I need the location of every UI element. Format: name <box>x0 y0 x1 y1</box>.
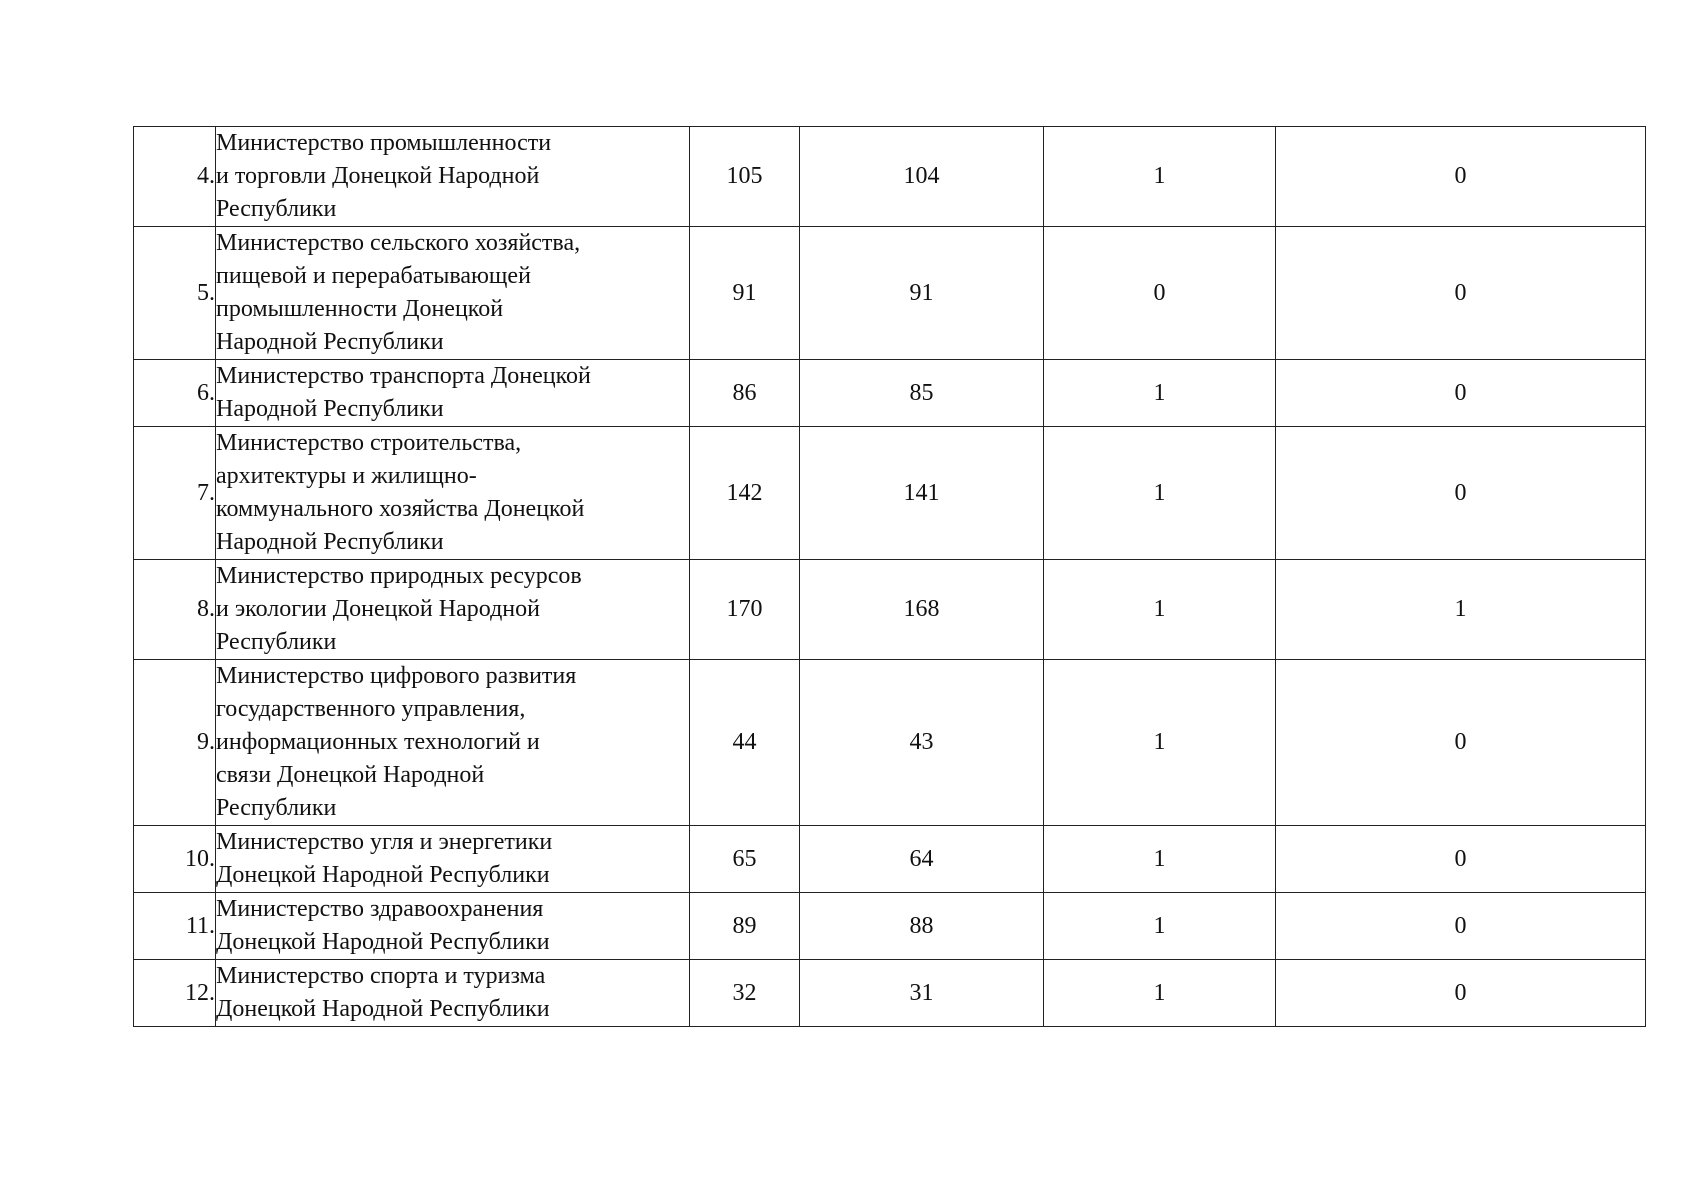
cell-value: 85 <box>909 379 934 406</box>
value-col-4 <box>800 960 1044 1027</box>
value-col-3 <box>690 227 800 360</box>
cell-value: 0 <box>1153 279 1166 306</box>
cell-value: 170 <box>726 596 763 622</box>
value-col-6 <box>1276 360 1646 427</box>
value-col-5 <box>1044 560 1276 660</box>
value-col-4 <box>800 227 1044 360</box>
ministry-name <box>216 660 690 826</box>
value-col-3 <box>690 893 800 960</box>
table-row <box>134 660 1646 826</box>
value-col-6 <box>1276 127 1646 227</box>
value-col-4 <box>800 826 1044 893</box>
value-col-3 <box>690 360 800 427</box>
value-col-3 <box>690 826 800 893</box>
ministry-name-line: Министерство строительства, <box>216 430 522 456</box>
table-row <box>134 893 1646 960</box>
ministry-name-line: архитектуры и жилищно- <box>216 463 477 489</box>
value-col-6 <box>1276 560 1646 660</box>
cell-value: 104 <box>903 163 940 189</box>
value-col-4 <box>800 893 1044 960</box>
cell-value: 1 <box>1153 379 1166 406</box>
value-col-6 <box>1276 227 1646 360</box>
value-col-6 <box>1276 826 1646 893</box>
value-col-4 <box>800 127 1044 227</box>
ministry-name-line: Донецкой Народной Республики <box>216 996 550 1022</box>
ministry-name-line: промышленности Донецкой <box>216 296 504 322</box>
cell-value: 1 <box>1153 596 1166 622</box>
cell-value: 1 <box>1153 912 1166 939</box>
ministry-name-line: Министерство угля и энергетики <box>216 829 553 855</box>
cell-value: 0 <box>1454 163 1467 189</box>
ministry-name-line: Донецкой Народной Республики <box>216 929 550 955</box>
ministry-name-line: Министерство спорта и туризма <box>216 963 546 989</box>
value-col-5 <box>1044 960 1276 1027</box>
cell-value: 0 <box>1454 845 1467 872</box>
cell-value: 0 <box>1454 279 1467 306</box>
ministry-name <box>216 826 690 893</box>
ministry-name-line: пищевой и перерабатывающей <box>216 263 531 289</box>
ministry-name-line: Министерство цифрового развития <box>216 663 577 689</box>
value-col-4 <box>800 560 1044 660</box>
cell-value: 142 <box>726 479 763 506</box>
value-col-3 <box>690 560 800 660</box>
value-col-5 <box>1044 660 1276 826</box>
ministry-name-line: коммунального хозяйства Донецкой <box>216 496 585 522</box>
row-number: 6. <box>134 360 216 427</box>
value-col-4 <box>800 427 1044 560</box>
ministry-name <box>216 960 690 1027</box>
table-row <box>134 360 1646 427</box>
ministry-name-line: и экологии Донецкой Народной <box>216 596 540 622</box>
ministry-name-line: Народной Республики <box>216 329 444 355</box>
ministry-name-line: Министерство природных ресурсов <box>216 563 582 589</box>
table-row <box>134 127 1646 227</box>
table-row <box>134 960 1646 1027</box>
ministry-name-line: Республики <box>216 629 337 655</box>
cell-value: 1 <box>1153 163 1166 189</box>
cell-value: 43 <box>909 729 934 755</box>
table-row <box>134 227 1646 360</box>
cell-value: 89 <box>732 912 757 939</box>
cell-value: 64 <box>909 845 934 872</box>
cell-value: 0 <box>1454 979 1467 1006</box>
ministry-name <box>216 227 690 360</box>
cell-value: 44 <box>732 729 757 755</box>
value-col-5 <box>1044 427 1276 560</box>
ministry-name <box>216 427 690 560</box>
value-col-6 <box>1276 660 1646 826</box>
value-col-6 <box>1276 427 1646 560</box>
row-number: 5. <box>134 227 216 360</box>
ministry-name-line: Донецкой Народной Республики <box>216 862 550 888</box>
cell-value: 1 <box>1153 479 1166 506</box>
value-col-3 <box>690 127 800 227</box>
cell-value: 88 <box>909 912 934 939</box>
ministries-table <box>133 126 1646 1027</box>
ministry-name-line: связи Донецкой Народной <box>216 762 485 788</box>
ministry-name <box>216 893 690 960</box>
value-col-4 <box>800 360 1044 427</box>
value-col-5 <box>1044 227 1276 360</box>
cell-value: 31 <box>909 979 934 1006</box>
value-col-3 <box>690 960 800 1027</box>
cell-value: 91 <box>732 279 757 306</box>
value-col-5 <box>1044 127 1276 227</box>
ministry-name-line: Республики <box>216 795 337 821</box>
ministry-name <box>216 560 690 660</box>
row-number: 11. <box>134 893 216 960</box>
cell-value: 1 <box>1153 845 1166 872</box>
ministry-name-line: Министерство сельского хозяйства, <box>216 230 581 256</box>
cell-value: 141 <box>903 479 940 506</box>
cell-value: 91 <box>909 279 934 306</box>
ministry-name <box>216 127 690 227</box>
cell-value: 1 <box>1153 729 1166 755</box>
ministry-name-line: Министерство здравоохранения <box>216 896 544 922</box>
value-col-5 <box>1044 360 1276 427</box>
ministry-name <box>216 360 690 427</box>
value-col-6 <box>1276 960 1646 1027</box>
value-col-6 <box>1276 893 1646 960</box>
cell-value: 32 <box>732 979 757 1006</box>
table-row <box>134 427 1646 560</box>
cell-value: 0 <box>1454 379 1467 406</box>
ministry-name-line: Республики <box>216 196 337 222</box>
ministry-name-line: Министерство транспорта Донецкой <box>216 363 591 389</box>
table-body <box>134 127 1646 1027</box>
cell-value: 0 <box>1454 479 1467 506</box>
table-row <box>134 560 1646 660</box>
value-col-3 <box>690 427 800 560</box>
ministry-name-line: Министерство промышленности <box>216 130 552 156</box>
value-col-3 <box>690 660 800 826</box>
ministry-name-line: и торговли Донецкой Народной <box>216 163 540 189</box>
row-number: 4. <box>134 127 216 227</box>
row-number: 7. <box>134 427 216 560</box>
cell-value: 0 <box>1454 912 1467 939</box>
row-number: 8. <box>134 560 216 660</box>
cell-value: 65 <box>732 845 757 872</box>
ministry-name-line: информационных технологий и <box>216 729 540 755</box>
cell-value: 105 <box>726 163 763 189</box>
row-number: 10. <box>134 826 216 893</box>
ministry-name-line: Народной Республики <box>216 396 444 422</box>
row-number: 9. <box>134 660 216 826</box>
value-col-5 <box>1044 893 1276 960</box>
cell-value: 86 <box>732 379 757 406</box>
ministry-name-line: Народной Республики <box>216 529 444 555</box>
ministry-name-line: государственного управления, <box>216 696 526 722</box>
value-col-5 <box>1044 826 1276 893</box>
cell-value: 1 <box>1454 596 1467 622</box>
table-row <box>134 826 1646 893</box>
value-col-4 <box>800 660 1044 826</box>
cell-value: 0 <box>1454 729 1467 755</box>
cell-value: 1 <box>1153 979 1166 1006</box>
row-number: 12. <box>134 960 216 1027</box>
cell-value: 168 <box>903 596 940 622</box>
